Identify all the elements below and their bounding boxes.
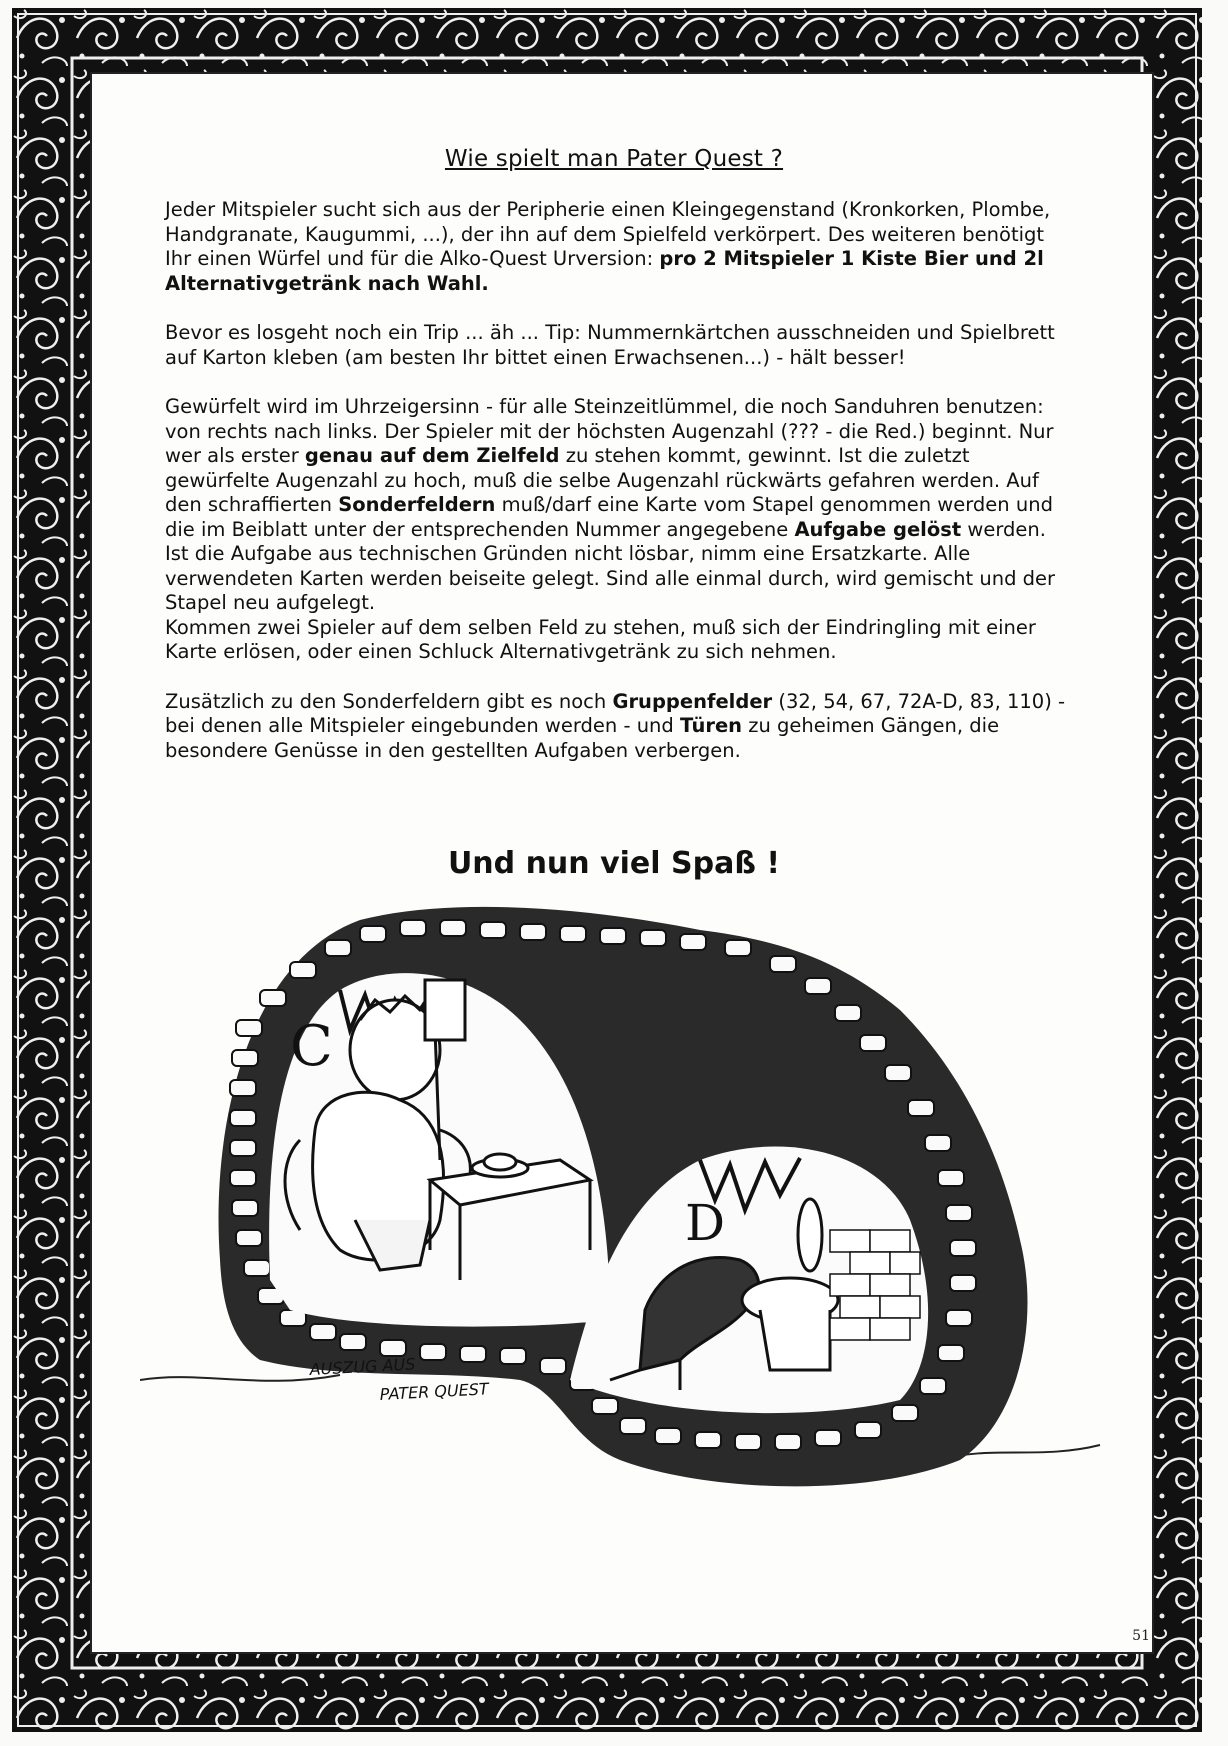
emphasis-gruppenfelder: Gruppenfelder <box>612 689 773 713</box>
caption-line-2: PATER QUEST <box>379 1379 490 1404</box>
paragraph-group-fields: Zusätzlich zu den Sonderfeldern gibt es noch Gruppenfelder (32, 54, 67, 72A-D, 83, 110) - bei denen alle Mitspieler eingebunden werden - und Türen zu geheimen Gängen, die besondere Genüsse in den gestellten Aufgaben verbergen. <box>165 689 1066 762</box>
emphasis-sonderfeldern: Sonderfeldern <box>338 493 496 516</box>
page-number: 51 <box>1132 1628 1150 1644</box>
paragraph-materials: Jeder Mitspieler sucht sich aus der Peripherie einen Kleingegenstand (Kronkorken, Plombe, Handgranate, Kaugummi, ...), der ihn auf dem Spielfeld verkörpert. Des weiteren benötigt Ihr einen Würfel und für die Alko-Quest Urversion: pro 2 Mitspieler 1 Kiste Bier und 2l Alternativgetränk nach Wahl. <box>165 198 1051 295</box>
letter-d: D <box>685 1194 726 1252</box>
paragraph-same-field: Kommen zwei Spieler auf dem selben Feld zu stehen, muß sich der Eindringling mit einer Karte erlösen, oder einen Schluck Alternativgetränk zu sich nehmen. <box>165 615 1036 663</box>
headline: Und nun viel Spaß ! <box>447 846 781 881</box>
paragraph-rules: Gewürfelt wird im Uhrzeigersinn - für alle Steinzeitlümmel, die noch Sanduhren benutzen: von rechts nach links. Der Spieler mit der höchsten Augenzahl (??? - die Red.) beginnt. Nur wer als erster genau auf dem Zielfeld zu stehen kommt, gewinnt. Ist die zuletzt gewürfelte Augenzahl zu hoch, muß die selbe Augenzahl rückwärts gefahren werden. Auf den schraffierten Sonderfeldern muß/darf eine Karte vom Stapel genommen werden und die im Beiblatt unter der entsprechenden Nummer angegebene Aufgabe gelöst werden. Ist die Aufgabe aus technischen Gründen nicht lösbar, nimm eine Ersatzkarte. Alle verwendeten Karten werden beiseite gelegt. Sind alle einmal durch, wird gemischt und der Stapel neu aufgelegt. <box>165 395 1056 614</box>
caption-line-1: AUSZUG AUS <box>309 1354 416 1379</box>
emphasis-zielfeld: genau auf dem Zielfeld <box>304 444 560 467</box>
letter-c: C <box>290 1014 333 1079</box>
emphasis-tueren: Türen <box>680 714 743 737</box>
cave-illustration <box>140 900 1130 1500</box>
body-text <box>165 198 1075 788</box>
paragraph-tip: Bevor es losgeht noch ein Trip ... äh ... Tip: Nummernkärtchen ausschneiden und Spielbrett auf Karton kleben (am besten Ihr bittet einen Erwachsenen...) - hält besser! <box>165 321 1055 369</box>
emphasis-beer: pro 2 Mitspieler 1 Kiste Bier und 2l Alternativgetränk nach Wahl. <box>165 247 1044 295</box>
page-title: Wie spielt man Pater Quest ? <box>444 146 784 172</box>
emphasis-aufgabe: Aufgabe gelöst <box>794 517 962 541</box>
